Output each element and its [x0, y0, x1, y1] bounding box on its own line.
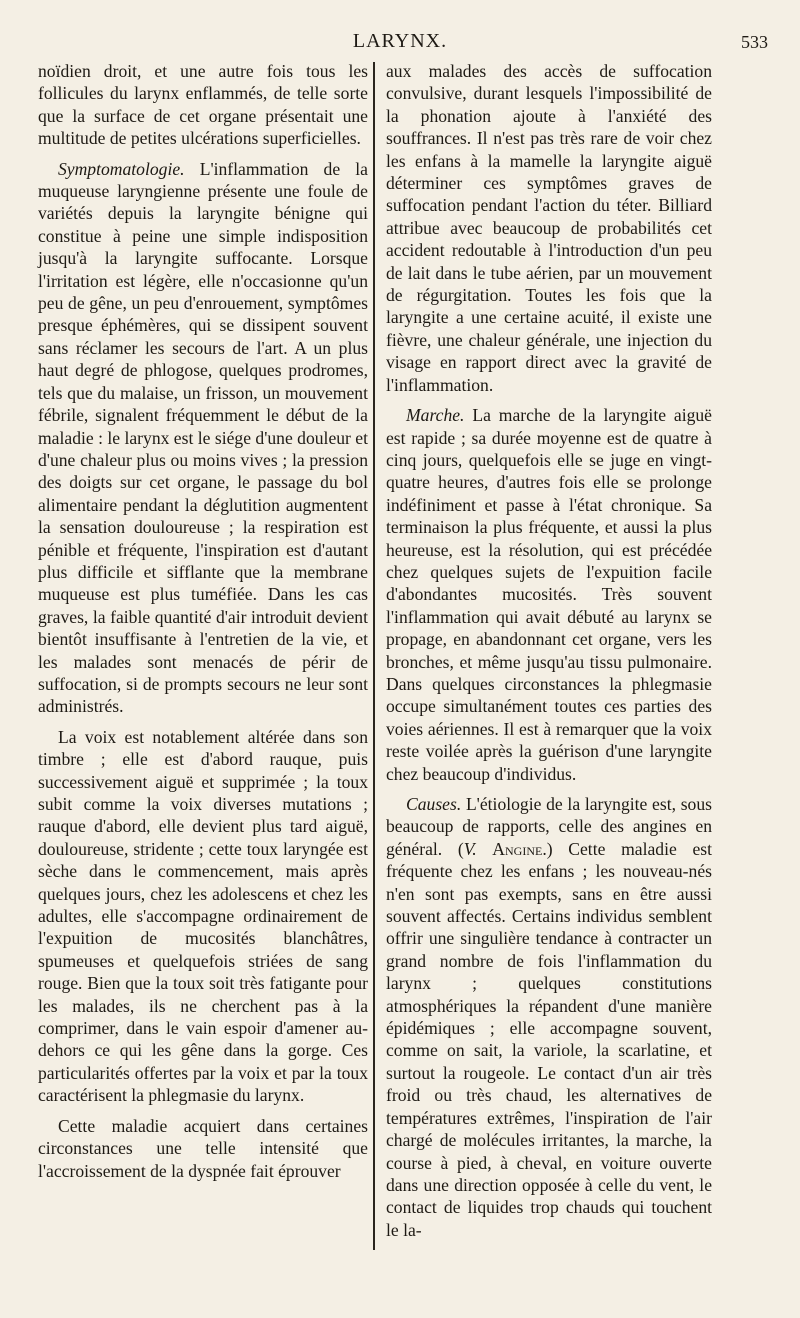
- paragraph-text: .) Cette maladie est fréquente chez les enfans ; les nouveau-nés n'en sont pas exempts, sans en être aussi souvent affectés. Certains individus semblent offrir une singulière tendance à contracter un grand nombre de fois l'inflammation du larynx ; quelques constitutions atmosphériques la répandent d'une manière épidémiques ; elle accompagne souvent, comme on sait, la variole, la scarlatine, et surtout la rougeole. Le contact d'un air très froid ou très chaud, les alternatives de températures extrêmes, l'inspiration de l'air chargé de molécules irritantes, la marche, la course à pied, à cheval, en voiture ouverte dans une direction opposée à celle du vent, le contact de liquides trop chauds qui touchent le la-: [386, 838, 712, 1240]
- paragraph: noïdien droit, et une autre fois tous les follicules du larynx enflammés, de telle sorte que la surface de cet organe présentait une multitude de petites ulcérations superficielles.: [38, 61, 368, 149]
- paragraph-text: La marche de la laryngite aiguë est rapide ; sa durée moyenne est de quatre à cinq jours, quelquefois elle se juge en vingt-quatre heures, d'autres fois elle se prolonge indéfiniment et passe à l'état chronique. Sa terminaison la plus fréquente, et aussi la plus heureuse, est la résolution, qui est précédée chez quelques sujets de l'expuition facile d'abondantes mucosités. Très souvent l'inflammation qui avait débuté au larynx se propage, en abandonnant cet organe, vers les bronches, et même jusqu'au tissu pulmonaire. Dans quelques circonstances la phlegmasie occupe simultanément toutes ces parties des voies aériennes. Il est à remarquer que la voix reste voilée après la guérison d'une laryngite chez beaucoup d'individus.: [386, 405, 712, 784]
- page-header: [0, 30, 800, 60]
- paragraph-causes: [386, 793, 712, 1241]
- paragraph: Cette maladie acquiert dans certaines circonstances une telle intensité que l'accroissement de la dyspnée fait éprouver: [38, 1115, 368, 1181]
- paragraph-text: L'inflammation de la muqueuse laryngienne présente une foule de variétés depuis la laryngite bénigne qui constitue à peine une simple indisposition jusqu'à la laryngite suffocante. Lorsque l'irritation est légère, elle n'occasionne qu'un peu de gêne, un peu d'enrouement, symptômes presque éphémères, qui se dissipent souvent sans réclamer les secours de l'art. A un plus haut degré de phlogose, quelques prodromes, tels que du malaise, un frisson, un mouvement fébrile, signalent fréquemment le début de la maladie : le larynx est le siége d'une douleur et d'une chaleur plus ou moins vives ; la pression des doigts sur cet organe, le passage du bol alimentaire pendant la déglutition augmentent la sensation douloureuse ; la respiration est pénible et fréquente, l'inspiration est d'autant plus difficile et sifflante que la membrane muqueuse est plus tuméfiée. Dans les cas graves, la faible quantité d'air introduit devient bientôt insuffisante à l'entretien de la vie, et les malades sont menacés de périr de suffocation, si de prompts secours ne leur sont administrés.: [38, 158, 369, 717]
- cross-reference-word: Angine: [492, 838, 543, 859]
- paragraph: aux malades des accès de suffocation convulsive, durant lesquels l'impossibilité de la phonation ajoute à l'anxiété des souffrances. Il n'est pas très rare de voir chez les enfans à la mamelle la laryngite aiguë déterminer ces symptômes graves de suffocation pendant l'action du téter. Billiard attribue avec beaucoup de probabilités cet accident redoutable à l'introduction d'un peu de lait dans le tube aérien, par un mouvement de régurgitation. Toutes les fois que la laryngite a une certaine acuité, il existe une fièvre, une chaleur générale, une injection du visage en rapport direct avec la gravité de l'inflammation.: [386, 61, 712, 395]
- running-title: LARYNX.: [352, 30, 448, 52]
- section-lead: Symptomatologie.: [58, 158, 185, 179]
- page-number: 533: [741, 32, 768, 52]
- cross-reference-v: V.: [463, 838, 477, 859]
- right-column: [386, 60, 712, 1241]
- section-lead: Marche.: [406, 405, 465, 426]
- paragraph-text: L'étiologie de la laryngite est, sous beaucoup de rapports, celle des angines en général. (: [386, 794, 712, 859]
- left-column: [38, 60, 368, 1182]
- paragraph-symptomatologie: [38, 158, 368, 718]
- column-divider: [373, 62, 375, 1250]
- section-lead: Causes.: [406, 794, 462, 814]
- paragraph: La voix est notablement altérée dans son timbre ; elle est d'abord rauque, puis successivement aiguë et supprimée ; la toux subit comme la voix diverses mutations ; rauque d'abord, elle devient plus tard aiguë, douloureuse, stridente ; cette toux laryngée est sèche dans le commencement, mais après quelques jours, chez les adolescens et chez les adultes, elle s'accompagne ordinairement de l'expuition de mucosités blanchâtres, spumeuses et quelquefois striées de sang rouge. Bien que la toux soit très fatigante pour les malades, ils ne cherchent pas à la comprimer, dans le vain espoir d'amener au-dehors ce qui les gêne dans la gorge. Ces particularités offertes par la voix et par la toux caractérisent la phlegmasie du larynx.: [38, 726, 368, 1106]
- paragraph-marche: [386, 404, 712, 785]
